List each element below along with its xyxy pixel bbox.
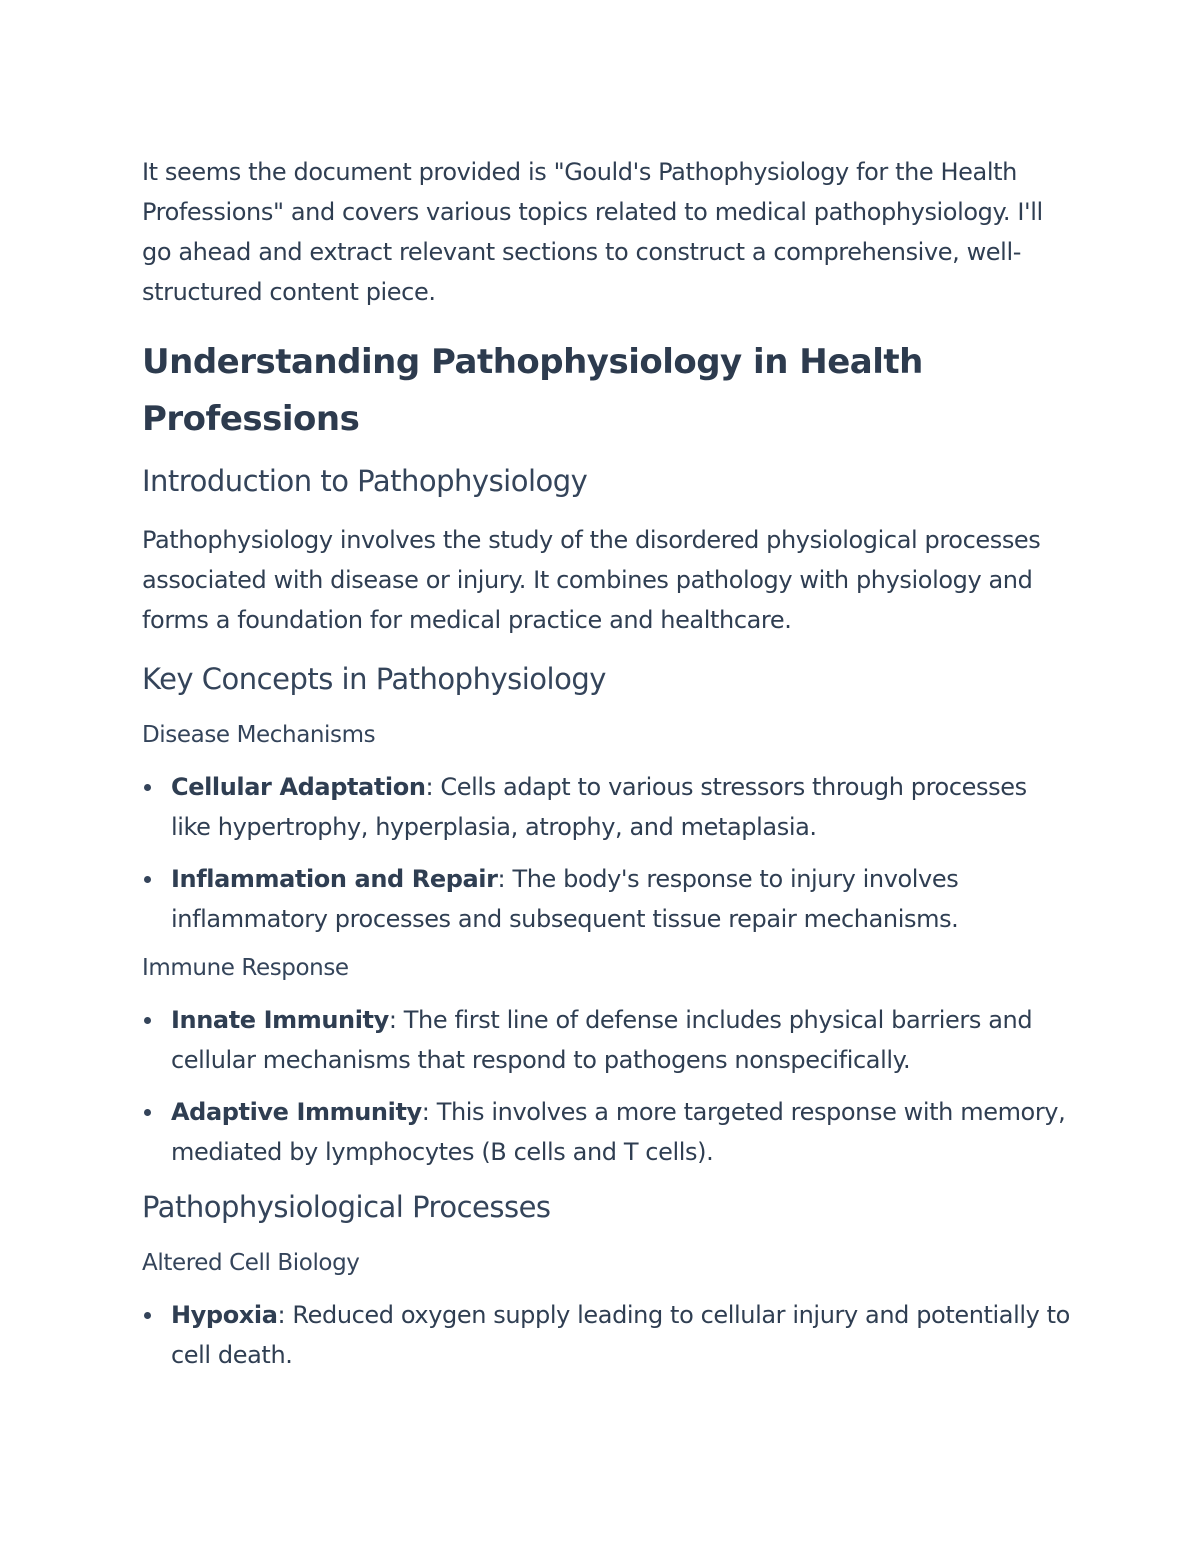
list-item-term: Cellular Adaptation [171, 773, 426, 801]
list-item-text: : This involves a more targeted response with memory, mediated by lymphocytes (B cells and T cells). [171, 1098, 1066, 1166]
list-item [142, 767, 1072, 847]
list-item [142, 1295, 1072, 1375]
bullet-icon [144, 876, 151, 883]
subheading-altered-cell-biology: Altered Cell Biology [142, 1250, 360, 1276]
document-title: Understanding Pathophysiology in Health Professions [142, 342, 923, 439]
list-item [142, 1092, 1072, 1172]
bullet-icon [144, 1312, 151, 1319]
section-heading-processes: Pathophysiological Processes [142, 1190, 551, 1224]
list-item-text: : The body's response to injury involves inflammatory processes and subsequent tissue repair mechanisms. [171, 865, 959, 933]
intro-paragraph: It seems the document provided is "Gould's Pathophysiology for the Health Professions" and covers various topics related to medical pathophysiology. I'll go ahead and extract relevant sections to construct a comprehensive, well-structured content piece. [142, 158, 1043, 306]
introduction-paragraph: Pathophysiology involves the study of the disordered physiological processes associated with disease or injury. It combines pathology with physiology and forms a foundation for medical practice and healthcare. [142, 526, 1041, 634]
bullet-icon [144, 1109, 151, 1116]
immune-response-list [142, 1000, 1072, 1172]
list-item-term: Innate Immunity [171, 1006, 389, 1034]
document-page [142, 152, 1072, 1387]
list-item-text: : Reduced oxygen supply leading to cellular injury and potentially to cell death. [171, 1301, 1070, 1369]
list-item [142, 859, 1072, 939]
list-item-term: Inflammation and Repair [171, 865, 498, 893]
bullet-icon [144, 784, 151, 791]
list-item-text: : The first line of defense includes physical barriers and cellular mechanisms that respond to pathogens nonspecifically. [171, 1006, 1033, 1074]
section-heading-key-concepts: Key Concepts in Pathophysiology [142, 662, 606, 696]
subheading-immune-response: Immune Response [142, 955, 349, 981]
disease-mechanisms-list [142, 767, 1072, 939]
subheading-disease-mechanisms: Disease Mechanisms [142, 722, 376, 748]
section-heading-introduction: Introduction to Pathophysiology [142, 464, 588, 498]
list-item-term: Hypoxia [171, 1301, 278, 1329]
altered-cell-biology-list [142, 1295, 1072, 1375]
list-item-term: Adaptive Immunity [171, 1098, 422, 1126]
bullet-icon [144, 1017, 151, 1024]
list-item-text: : Cells adapt to various stressors through processes like hypertrophy, hyperplasia, atrophy, and metaplasia. [171, 773, 1027, 841]
list-item [142, 1000, 1072, 1080]
